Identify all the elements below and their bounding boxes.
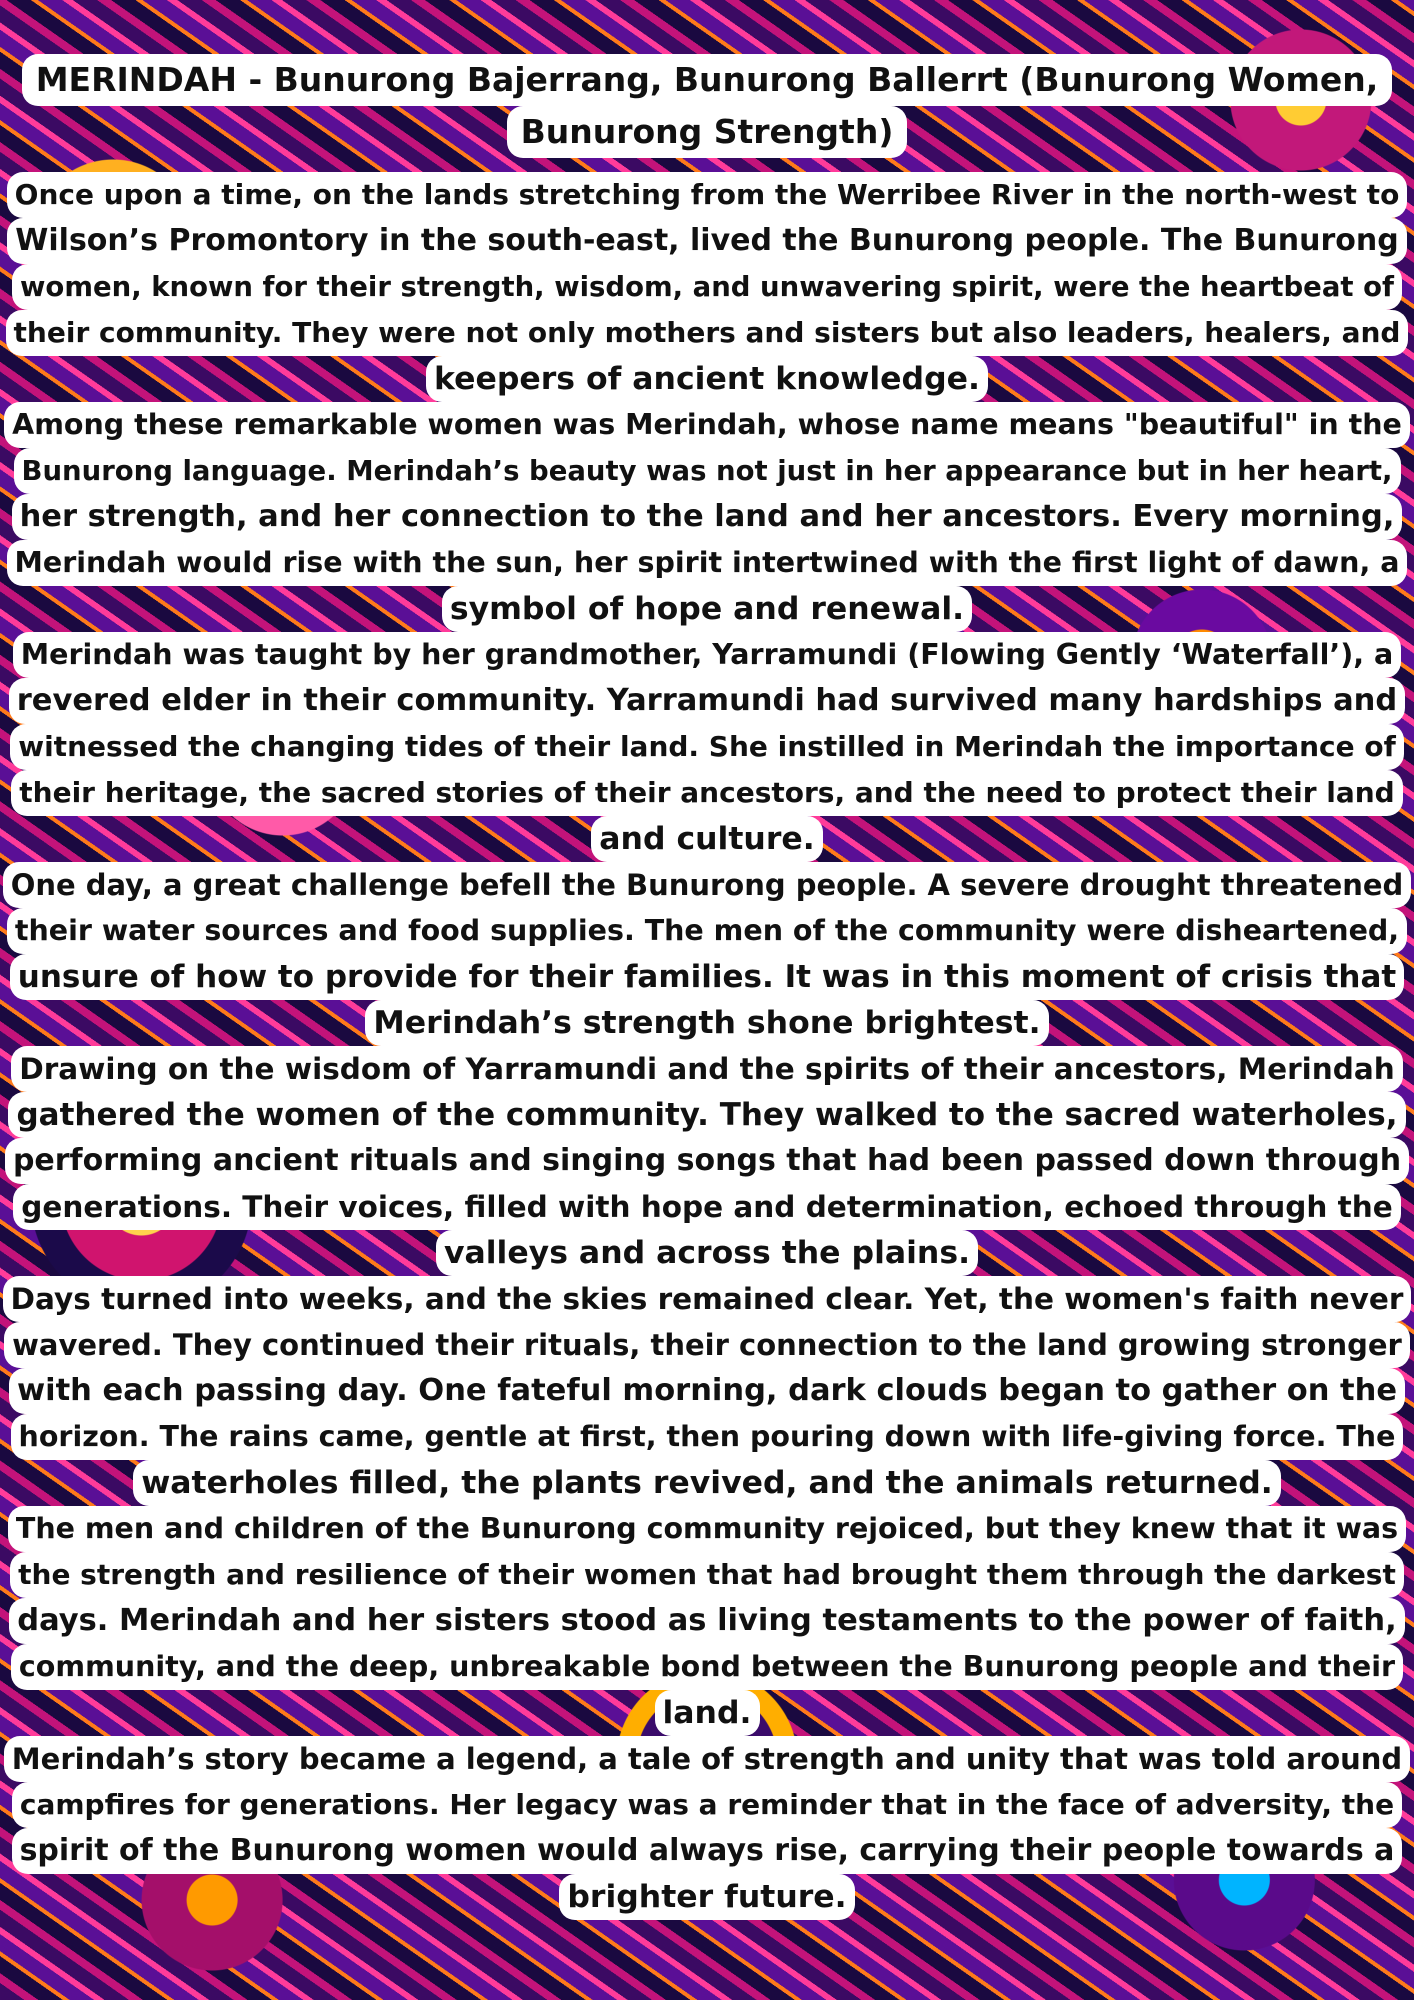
paragraph-line: horizon. The rains came, gentle at first, then pouring down with life-giving force. The <box>11 1414 1404 1460</box>
paragraph-3 <box>9 632 1405 862</box>
paragraph-line: revered elder in their community. Yarramundi had survived many hardships and <box>9 678 1405 724</box>
paragraph-line: and culture. <box>591 816 822 862</box>
paragraph-line: Drawing on the wisdom of Yarramundi and the spirits of their ancestors, Merindah <box>11 1046 1403 1092</box>
title-line: MERINDAH - Bunurong Bajerrang, Bunurong Ballerrt (Bunurong Women, <box>22 54 1393 106</box>
paragraph-line: gathered the women of the community. They walked to the sacred waterholes, <box>8 1092 1405 1138</box>
paragraph-line: days. Merindah and her sisters stood as living testaments to the power of faith, <box>9 1598 1404 1644</box>
paragraph-5 <box>5 1046 1409 1276</box>
paragraph-7 <box>8 1506 1406 1736</box>
paragraph-line: their heritage, the sacred stories of their ancestors, and the need to protect their land <box>11 770 1402 816</box>
paragraph-line: women, known for their strength, wisdom, and unwavering spirit, were the heartbeat of <box>12 264 1402 310</box>
paragraph-1 <box>6 172 1409 402</box>
story-content <box>0 54 1414 1920</box>
paragraph-line: The men and children of the Bunurong community rejoiced, but they knew that it was <box>8 1506 1406 1552</box>
paragraph-line: Among these remarkable women was Merindah, whose name means "beautiful" in the <box>4 402 1410 448</box>
paragraph-line: community, and the deep, unbreakable bond between the Bunurong people and their <box>11 1644 1403 1690</box>
paragraph-line: the strength and resilience of their women that had brought them through the darkest <box>10 1552 1404 1598</box>
paragraph-line: generations. Their voices, filled with hope and determination, echoed through the <box>13 1184 1401 1230</box>
paragraph-line: Merindah was taught by her grandmother, Yarramundi (Flowing Gently ‘Waterfall’), a <box>13 632 1401 678</box>
paragraph-line: Wilson’s Promontory in the south-east, lived the Bunurong people. The Bunurong <box>7 218 1406 264</box>
paragraph-line: spirit of the Bunurong women would always rise, carrying their people towards a <box>12 1828 1403 1874</box>
paragraph-line: unsure of how to provide for their families. It was in this moment of crisis that <box>10 954 1404 1000</box>
paragraph-line: valleys and across the plains. <box>436 1230 978 1276</box>
paragraph-line: keepers of ancient knowledge. <box>426 356 988 402</box>
paragraph-4 <box>3 862 1412 1046</box>
paragraph-line: waterholes filled, the plants revived, and the animals returned. <box>133 1460 1281 1506</box>
paragraph-line: with each passing day. One fateful morning, dark clouds began to gather on the <box>9 1368 1405 1414</box>
paragraph-line: performing ancient rituals and singing songs that had been passed down through <box>5 1138 1409 1184</box>
paragraph-line: land. <box>655 1690 760 1736</box>
paragraph-line: Once upon a time, on the lands stretching from the Werribee River in the north-west to <box>7 172 1408 218</box>
paragraph-8 <box>4 1736 1410 1920</box>
paragraph-line: her strength, and her connection to the land and her ancestors. Every morning, <box>12 494 1403 540</box>
paragraph-line: witnessed the changing tides of their land. She instilled in Merindah the importance of <box>10 724 1404 770</box>
paragraph-line: Merindah would rise with the sun, her spirit intertwined with the first light of dawn, a <box>7 540 1408 586</box>
paragraph-2 <box>4 402 1410 632</box>
paragraph-6 <box>3 1276 1412 1506</box>
story-title <box>22 54 1393 158</box>
title-line: Bunurong Strength) <box>507 106 908 158</box>
paragraph-line: their community. They were not only mothers and sisters but also leaders, healers, and <box>6 310 1409 356</box>
paragraph-line: their water sources and food supplies. The men of the community were disheartened, <box>7 908 1407 954</box>
paragraph-line: brighter future. <box>559 1874 854 1920</box>
paragraph-line: Days turned into weeks, and the skies remained clear. Yet, the women's faith never <box>3 1276 1412 1322</box>
paragraph-line: Merindah’s story became a legend, a tale of strength and unity that was told around <box>4 1736 1410 1782</box>
paragraph-line: One day, a great challenge befell the Bunurong people. A severe drought threatened <box>3 862 1412 908</box>
paragraph-line: Bunurong language. Merindah’s beauty was not just in her appearance but in her heart, <box>14 448 1401 494</box>
paragraph-line: Merindah’s strength shone brightest. <box>365 1000 1048 1046</box>
paragraph-line: wavered. They continued their rituals, their connection to the land growing stronger <box>4 1322 1410 1368</box>
paragraph-line: campfires for generations. Her legacy was a reminder that in the face of adversity, the <box>12 1782 1402 1828</box>
paragraph-line: symbol of hope and renewal. <box>442 586 972 632</box>
